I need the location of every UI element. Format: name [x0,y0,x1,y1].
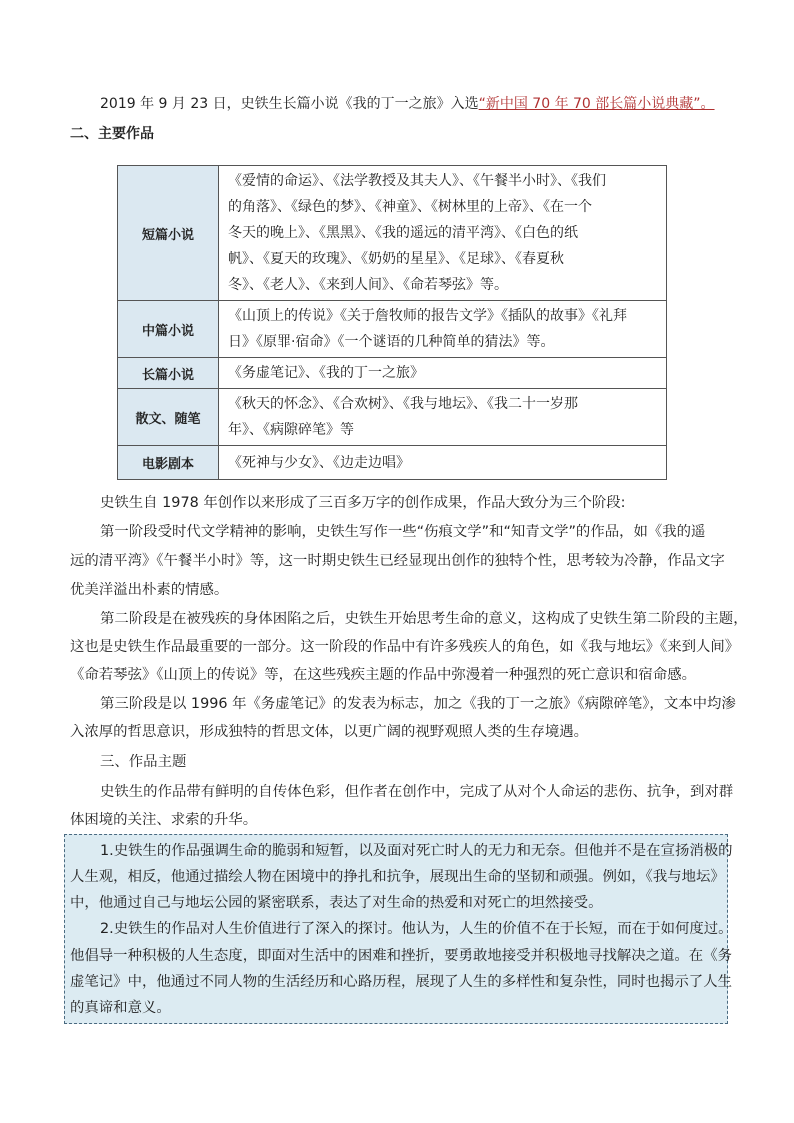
category-cell: 中篇小说 [118,301,219,358]
theme-line: 的真谛和意义。 [70,1000,171,1016]
body-line: 入浓厚的哲思意识，形成独特的哲思文体，以更广阔的视野观照人类的生存境遇。 [70,724,589,740]
table-row [118,166,667,301]
works-line: 《爱情的命运》、《法学教授及其夫人》、《午餐半小时》、《我们 [228,173,606,189]
theme-line: 中，他通过自己与地坛公园的紧密联系，表达了对生命的热爱和对死亡的坦然接受。 [70,895,603,911]
section-heading-themes: 三、作品主题 [100,754,187,770]
works-cell [219,446,667,480]
works-line: 日》《原罪·宿命》《一个谜语的几种简单的猜法》等。 [228,334,555,350]
theme-line: 虚笔记》中，他通过不同人物的生活经历和心路历程，展现了人生的多样性和复杂性，同时也揭示了人生 [70,974,732,990]
works-cell [219,358,667,389]
section-heading-main-works: 二、主要作品 [70,126,154,142]
works-cell [219,166,667,301]
works-line: 的角落》、《绿色的梦》、《神童》、《树林里的上帝》、《在一个 [228,199,592,215]
category-cell: 电影剧本 [118,446,219,480]
works-line: 《务虚笔记》、《我的丁一之旅》 [228,365,424,381]
category-cell: 长篇小说 [118,358,219,389]
themes-intro-line: 体困境的关注、求索的升华。 [70,812,258,828]
category-cell: 散文、随笔 [118,389,219,446]
works-cell [219,301,667,358]
body-line: 优美洋溢出朴素的情感。 [70,582,229,598]
works-line: 帆》、《夏天的玫瑰》、《奶奶的星星》、《足球》、《春夏秋 [228,251,564,267]
works-table [117,165,667,480]
body-line: 史铁生自 1978 年创作以来形成了三百多万字的创作成果，作品大致分为三个阶段: [100,495,626,511]
body-line: 第三阶段是以 1996 年《务虚笔记》的发表为标志，加之《我的丁一之旅》《病隙碎笔》，文本中均渗 [100,696,736,712]
intro-highlight: “新中国 70 年 70 部长篇小说典藏”。 [478,96,715,112]
works-line: 年》、《病隙碎笔》等 [228,422,354,438]
theme-line: 2.史铁生的作品对人生价值进行了深入的探讨。他认为，人生的价值不在于长短，而在于如何度过。 [100,921,733,937]
theme-line: 他倡导一种积极的人生态度，即面对生活中的困难和挫折，要勇敢地接受并积极地寻找解决之道。在《务 [70,948,732,964]
intro-paragraph [100,95,715,114]
works-line: 《死神与少女》、《边走边唱》 [228,454,410,471]
body-line: 这也是史铁生作品最重要的一部分。这一阶段的作品中有许多残疾人的角色，如《我与地坛》《来到人间》 [70,639,740,655]
intro-text: 2019 年 9 月 23 日，史铁生长篇小说《我的丁一之旅》入选 [100,96,479,112]
theme-line: 人生观，相反，他通过描绘人物在困境中的挣扎和抗争，展现出生命的坚韧和顽强。例如，《我与地坛》 [70,869,725,885]
works-line: 《山顶上的传说》《关于詹牧师的报告文学》《插队的故事》《礼拜 [228,308,627,324]
body-line: 远的清平湾》《午餐半小时》等，这一时期史铁生已经显现出创作的独特个性，思考较为冷静，作品文字 [70,553,725,569]
works-cell [219,389,667,446]
body-line: 第二阶段是在被残疾的身体困陷之后，史铁生开始思考生命的意义，这构成了史铁生第二阶段的主题， [100,611,748,627]
works-line: 冬》、《老人》、《来到人间》、《命若琴弦》等。 [228,277,508,293]
category-cell: 短篇小说 [118,166,219,301]
themes-intro-line: 史铁生的作品带有鲜明的自传体色彩，但作者在创作中，完成了从对个人命运的悲伤、抗争，到对群 [100,784,734,800]
body-line: 第一阶段受时代文学精神的影响，史铁生写作一些“伤痕文学”和“知青文学”的作品，如《我的遥 [100,524,706,540]
body-line: 《命若琴弦》《山顶上的传说》等，在这些残疾主题的作品中弥漫着一种强烈的死亡意识和宿命感。 [70,667,696,683]
works-line: 《秋天的怀念》、《合欢树》、《我与地坛》、《我二十一岁那 [228,396,578,412]
table-row [118,358,667,389]
table-row [118,389,667,446]
works-line: 冬天的晚上》、《黑黑》、《我的遥远的清平湾》、《白色的纸 [228,225,578,241]
table-row [118,301,667,358]
theme-line: 1.史铁生的作品强调生命的脆弱和短暂，以及面对死亡时人的无力和无奈。但他并不是在宣扬消极的 [100,843,733,859]
table-row [118,446,667,480]
